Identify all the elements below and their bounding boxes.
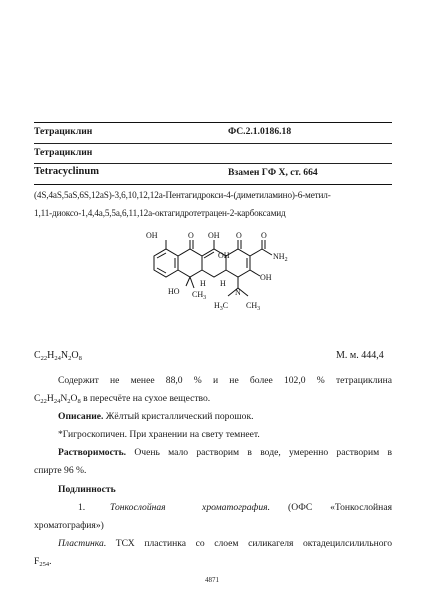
identification-heading: Подлинность xyxy=(58,484,116,495)
label-ho-bottom: HO xyxy=(168,287,180,296)
header-rule-1 xyxy=(34,143,392,144)
plate-label: Пластинка. xyxy=(58,538,107,549)
identification-1-reference-cont: хроматография») xyxy=(34,520,104,531)
header-ru-name-left: Тетрациклин xyxy=(34,126,93,137)
solubility-line-2: спирте 96 %. xyxy=(34,465,87,476)
header-bottom-rule xyxy=(34,184,392,185)
header-monograph-code: ФС.2.1.0186.18 xyxy=(228,126,292,137)
header-latin-name: Tetracyclinum xyxy=(34,166,99,177)
structural-formula xyxy=(130,228,300,328)
content-line-1: Содержит не менее 88,0 % и не более 102,0 % тетрациклина xyxy=(58,375,392,386)
molecular-formula: $C_{22}H_{24}N_2O_8$ xyxy=(34,350,82,362)
content-line-2: $C_{22}H_{24}N_2O_8$ в пересчёте на сухое вещество. xyxy=(34,393,211,405)
plate-line-2: $F_{254}$. xyxy=(34,556,52,568)
label-o-top-2: O xyxy=(236,231,242,240)
label-oh-top-mid: OH xyxy=(208,231,220,240)
molecular-mass: М. м. 444,4 xyxy=(336,350,384,361)
solubility-line-1: Растворимость. Очень мало растворим в воде, умеренно растворим в xyxy=(58,447,392,458)
label-ch3-n: $CH_3$ xyxy=(246,301,261,312)
hygroscopic-note: *Гигроскопичен. При хранении на свету темнеет. xyxy=(58,429,260,440)
header-top-rule xyxy=(34,122,392,123)
chemical-name-line-2: 1,11-диоксо-1,4,4a,5,5a,6,11,12a-октагидротетрацен-2-карбоксамид xyxy=(34,208,286,218)
label-nh2: $NH_2$ xyxy=(273,252,288,263)
label-o-top-1: O xyxy=(188,231,194,240)
label-h-a: H xyxy=(200,279,206,288)
label-oh-right: OH xyxy=(260,273,272,282)
description-paragraph: Описание. Жёлтый кристаллический порошок. xyxy=(58,411,254,422)
label-oh-mid: OH xyxy=(218,251,230,260)
solubility-label: Растворимость. xyxy=(58,447,127,458)
identification-1-reference: (ОФС «Тонкослойная xyxy=(288,502,392,513)
description-label: Описание. xyxy=(58,411,104,422)
label-o-amide: O xyxy=(261,231,267,240)
label-h3c: $H_3C$ xyxy=(214,301,229,312)
label-h-b: H xyxy=(220,279,226,288)
identification-1-number: 1. xyxy=(78,502,86,513)
header-ru-name: Тетрациклин xyxy=(34,147,93,158)
page-number: 4871 xyxy=(205,576,219,584)
chemical-name-line-1: (4S,4aS,5aS,6S,12aS)-3,6,10,12,12a-Пентагидрокси-4-(диметиламино)-6-метил- xyxy=(34,190,331,200)
plate-line-1: Пластинка. ТСХ пластинка со слоем силикагеля октадецилсилильного xyxy=(58,538,392,549)
label-n: N xyxy=(235,288,241,297)
label-oh-top-left: OH xyxy=(146,231,158,240)
label-ch3-bottom: $CH_3$ xyxy=(192,290,207,301)
header-replaces: Взамен ГФ X, ст. 664 xyxy=(228,167,318,178)
header-rule-2 xyxy=(34,163,392,164)
identification-1-method: Тонкослойная хроматография. xyxy=(110,502,270,513)
